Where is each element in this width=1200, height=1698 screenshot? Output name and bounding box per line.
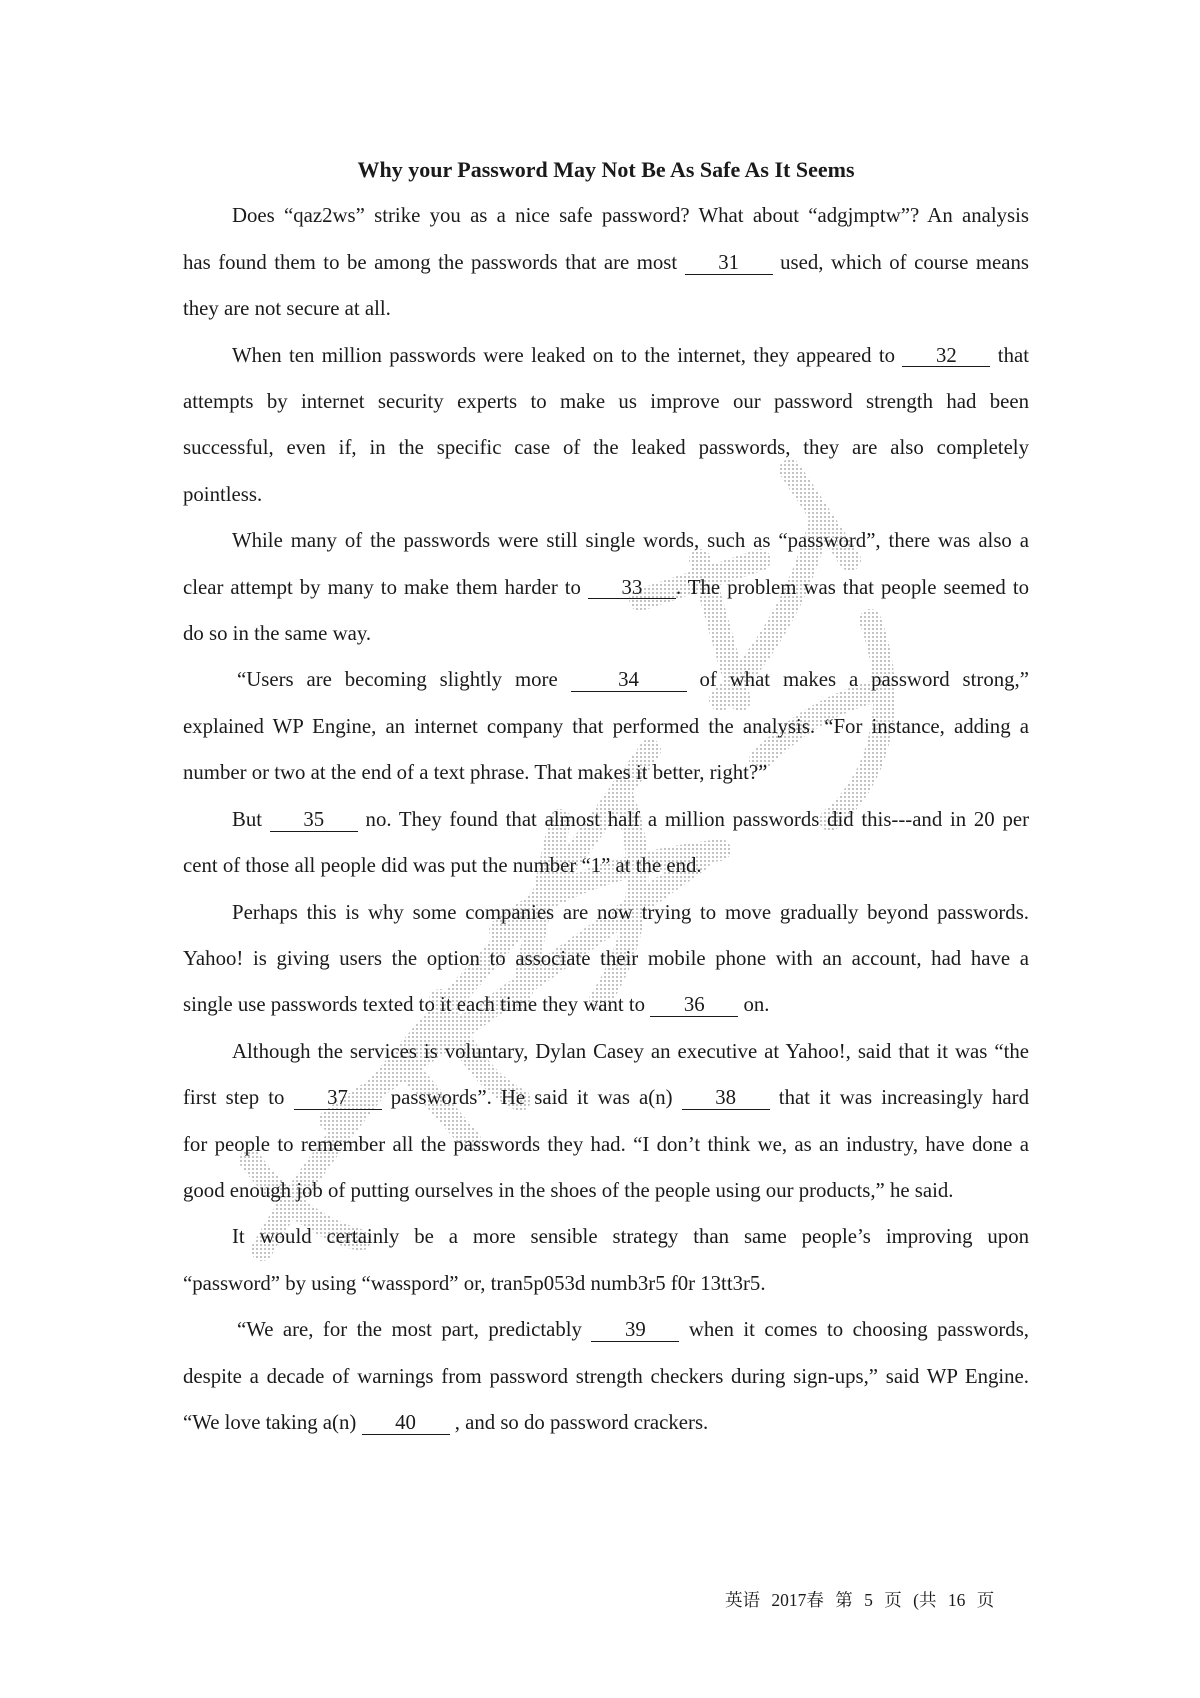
blank-38: 38 xyxy=(682,1087,770,1110)
text-segment: But xyxy=(232,807,270,831)
text-line xyxy=(183,936,1029,982)
text-line xyxy=(183,1400,1029,1446)
text-line xyxy=(183,333,1029,379)
text-segment: do so in the same way. xyxy=(183,622,372,646)
text-segment: for people to remember all the passwords they had. “I don’t think we, as an industry, have done a xyxy=(183,1132,1029,1156)
text-segment: Although the services is voluntary, Dylan Casey an executive at Yahoo!, said that it was “the xyxy=(232,1039,1029,1063)
text-segment: number or two at the end of a text phrase. That makes it better, right?” xyxy=(183,761,768,785)
paragraph-6 xyxy=(183,890,1029,1029)
blank-34: 34 xyxy=(571,669,687,692)
passage xyxy=(183,147,1029,1446)
blank-37: 37 xyxy=(294,1087,382,1110)
text-line xyxy=(183,193,1029,239)
text-segment: , and so do password crackers. xyxy=(449,1410,709,1434)
page-footer: 英语 2017春 第 5 页 (共 16 页 xyxy=(725,1590,995,1610)
text-segment: “password” by using “wasspord” or, tran5p053d numb3r5 f0r 13tt3r5. xyxy=(183,1271,766,1295)
paragraph-5 xyxy=(183,797,1029,890)
text-segment: “We are, for the most part, predictably xyxy=(237,1318,592,1342)
text-line xyxy=(183,1214,1029,1260)
passage-title: Why your Password May Not Be As Safe As It Seems xyxy=(357,157,855,182)
text-line xyxy=(183,518,1029,564)
blank-39: 39 xyxy=(591,1319,679,1342)
blank-31: 31 xyxy=(685,252,773,275)
paragraph-7 xyxy=(183,1029,1029,1215)
text-segment: they are not secure at all. xyxy=(183,297,391,321)
text-line xyxy=(183,890,1029,936)
text-line xyxy=(183,1168,1029,1214)
paragraph-4 xyxy=(183,657,1029,796)
text-line xyxy=(183,982,1029,1028)
text-line xyxy=(183,1029,1029,1075)
text-segment: has found them to be among the passwords that are most xyxy=(183,250,685,274)
text-segment: While many of the passwords were still single words, such as “password”, there was also a xyxy=(232,529,1029,553)
text-segment: despite a decade of warnings from password strength checkers during sign-ups,” said WP Engine. xyxy=(183,1364,1029,1388)
text-segment: When ten million passwords were leaked on to the internet, they appeared to xyxy=(232,343,903,367)
text-line xyxy=(183,1122,1029,1168)
text-line xyxy=(183,1307,1029,1353)
text-segment: clear attempt by many to make them harder to xyxy=(183,575,588,599)
text-segment: used, which of course means xyxy=(772,250,1029,274)
text-segment: “Users are becoming slightly more xyxy=(237,668,571,692)
text-segment: It would certainly be a more sensible strategy than same people’s improving upon xyxy=(232,1225,1029,1249)
blank-40: 40 xyxy=(362,1412,450,1435)
text-segment: no. They found that almost half a million passwords did this---and in 20 per xyxy=(357,807,1029,831)
text-segment: Does “qaz2ws” strike you as a nice safe password? What about “adgjmptw”? An analysis xyxy=(232,204,1029,228)
text-segment: Yahoo! is giving users the option to associate their mobile phone with an account, had have a xyxy=(183,946,1029,970)
text-line xyxy=(183,750,1029,796)
text-segment: successful, even if, in the specific case of the leaked passwords, they are also completely xyxy=(183,436,1029,460)
text-line xyxy=(183,565,1029,611)
blank-33: 33 xyxy=(588,577,676,600)
text-line xyxy=(183,843,1029,889)
text-segment: passwords”. He said it was a(n) xyxy=(381,1086,682,1110)
paragraph-2 xyxy=(183,333,1029,519)
text-segment: “We love taking a(n) xyxy=(183,1410,362,1434)
text-line xyxy=(183,1261,1029,1307)
paragraph-8 xyxy=(183,1214,1029,1307)
text-segment: attempts by internet security experts to make us improve our password strength had been xyxy=(183,390,1029,414)
text-segment: pointless. xyxy=(183,482,263,506)
blank-36: 36 xyxy=(650,994,738,1017)
text-line xyxy=(183,472,1029,518)
text-segment: on. xyxy=(738,993,770,1017)
paragraph-9 xyxy=(183,1307,1029,1446)
text-segment: that xyxy=(990,343,1029,367)
text-segment: of what makes a password strong,” xyxy=(686,668,1029,692)
text-line xyxy=(183,379,1029,425)
paragraph-3 xyxy=(183,518,1029,657)
text-segment: that it was increasingly hard xyxy=(769,1086,1029,1110)
text-line xyxy=(183,657,1029,703)
text-line xyxy=(183,611,1029,657)
text-line xyxy=(183,286,1029,332)
text-segment: single use passwords texted to it each time they want to xyxy=(183,993,651,1017)
text-segment: explained WP Engine, an internet company that performed the analysis. “For instance, adding a xyxy=(183,714,1029,738)
text-line xyxy=(183,704,1029,750)
text-line xyxy=(183,797,1029,843)
text-segment: . The problem was that people seemed to xyxy=(675,575,1029,599)
text-line xyxy=(183,240,1029,286)
paragraph-1 xyxy=(183,193,1029,332)
blank-32: 32 xyxy=(902,345,990,368)
text-segment: Perhaps this is why some companies are now trying to move gradually beyond passwords. xyxy=(232,900,1029,924)
blank-35: 35 xyxy=(270,809,358,832)
text-segment: good enough job of putting ourselves in the shoes of the people using our products,” he said. xyxy=(183,1178,954,1202)
passage-body xyxy=(183,193,1029,1446)
text-segment: cent of those all people did was put the number “1” at the end. xyxy=(183,854,702,878)
text-line xyxy=(183,425,1029,471)
text-segment: when it comes to choosing passwords, xyxy=(679,1318,1029,1342)
text-line xyxy=(183,1354,1029,1400)
text-segment: first step to xyxy=(183,1086,294,1110)
text-line xyxy=(183,1075,1029,1121)
